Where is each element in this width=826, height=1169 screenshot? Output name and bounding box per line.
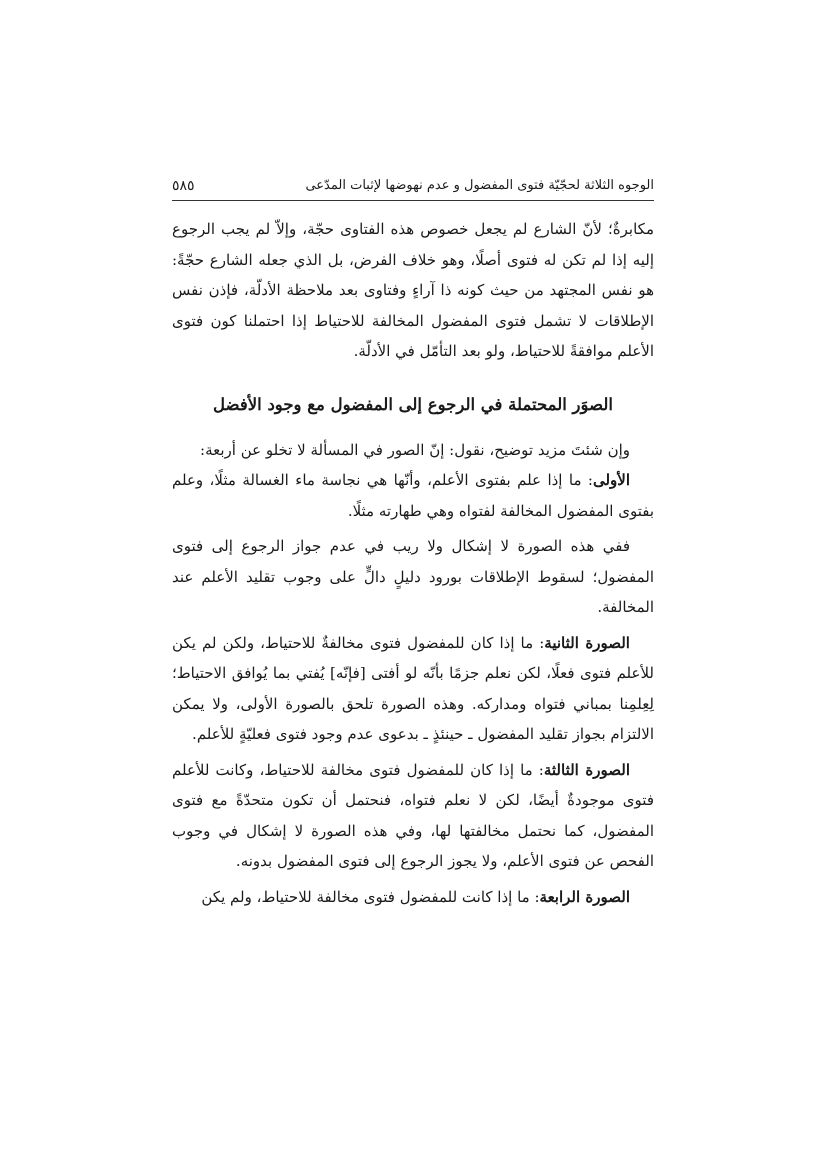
section-heading: الصوَر المحتملة في الرجوع إلى المفضول مع وجود الأفضل (213, 394, 613, 414)
case-text-first: : ما إذا علم بفتوى الأعلم، وأنّها هي نجاسة ماء الغسالة مثلًا، وعلم بفتوى المفضول المخالفة لفتواه وهي طهارته مثلًا. (172, 471, 654, 520)
case-text-third: : ما إذا كان للمفضول فتوى مخالفة للاحتياط، وكانت للأعلم فتوى موجودةٌ أيضًا، لكن لا نعلم فتواه، فنحتمل أن تكون متحدّةً مع فتوى المفضول، كما نحتمل مخالفتها لها، وفي هذه الصورة لا إشكال في وجوب الفحص عن فتوى الأعلم، ولا يجوز الرجوع إلى فتوى المفضول بدونه. (172, 760, 654, 870)
case-label-third: الصورة الثالثة (543, 760, 630, 779)
paragraph-case-fourth (172, 882, 654, 913)
case-text-first-ruling: ففي هذه الصورة لا إشكال ولا ريب في عدم جواز الرجوع إلى فتوى المفضول؛ لسقوط الإطلاقات بورود دليلٍ دالٍّ على وجوب تقليد الأعلم عند المخالفة. (172, 537, 654, 616)
body-text (172, 214, 654, 912)
running-title: الوجوه الثلاثة لحجّيّة فتوى المفضول و عدم نهوضها لإثبات المدّعى (305, 178, 654, 193)
paragraph-intro: مكابرةٌ؛ لأنّ الشارع لم يجعل خصوص هذه الفتاوى حجّة، وإلاّ لم يجب الرجوع إليه إذا لم تكن له فتوى أصلًا، وهو خلاف الفرض، بل الذي جعله الشارع حجّةً: هو نفس المجتهد من حيث كونه ذا آراءٍ وفتاوى بعد ملاحظة الأدلّة، فإذن نفس الإطلاقات لا تشمل فتوى المفضول المخالفة للاحتياط إذا احتملنا كون فتوى الأعلم موافقةً للاحتياط، ولو بعد التأمّل في الأدلّة. (172, 220, 654, 360)
case-label-fourth: الصورة الرابعة (539, 887, 630, 906)
running-header (172, 176, 654, 201)
case-text-second: : ما إذا كان للمفضول فتوى مخالفةٌ للاحتياط، ولكن لم يكن للأعلم فتوى فعلًا، لكن نعلم جزمًا بأنّه لو أفتى [فإنّه] يُفتي بما يُوافق الاحتياط؛ لِعِلمِنا بمباني فتواه ومداركه. وهذه الصورة تلحق بالصورة الأولى، ولا يمكن الالتزام بجواز تقليد المفضول ـ حينئذٍ ـ بدعوى عدم وجود فتوى فعليّةٍ للأعلم. (172, 633, 654, 743)
case-text-fourth: : ما إذا كانت للمفضول فتوى مخالفة للاحتياط، ولم يكن (201, 887, 540, 906)
paragraph-case-first-ruling (172, 531, 654, 623)
paragraph-case-third (172, 755, 654, 877)
paragraph-case-second (172, 628, 654, 750)
paragraph-intro-line: وإن شئتَ مزيد توضيح، نقول: إنّ الصور في المسألة لا تخلو عن أربعة: (200, 440, 630, 459)
page-number: ٥٨٥ (172, 178, 195, 194)
case-label-first: الأولى (592, 471, 630, 489)
case-label-second: الصورة الثانية (544, 633, 630, 652)
paragraph-case-first (172, 465, 654, 526)
